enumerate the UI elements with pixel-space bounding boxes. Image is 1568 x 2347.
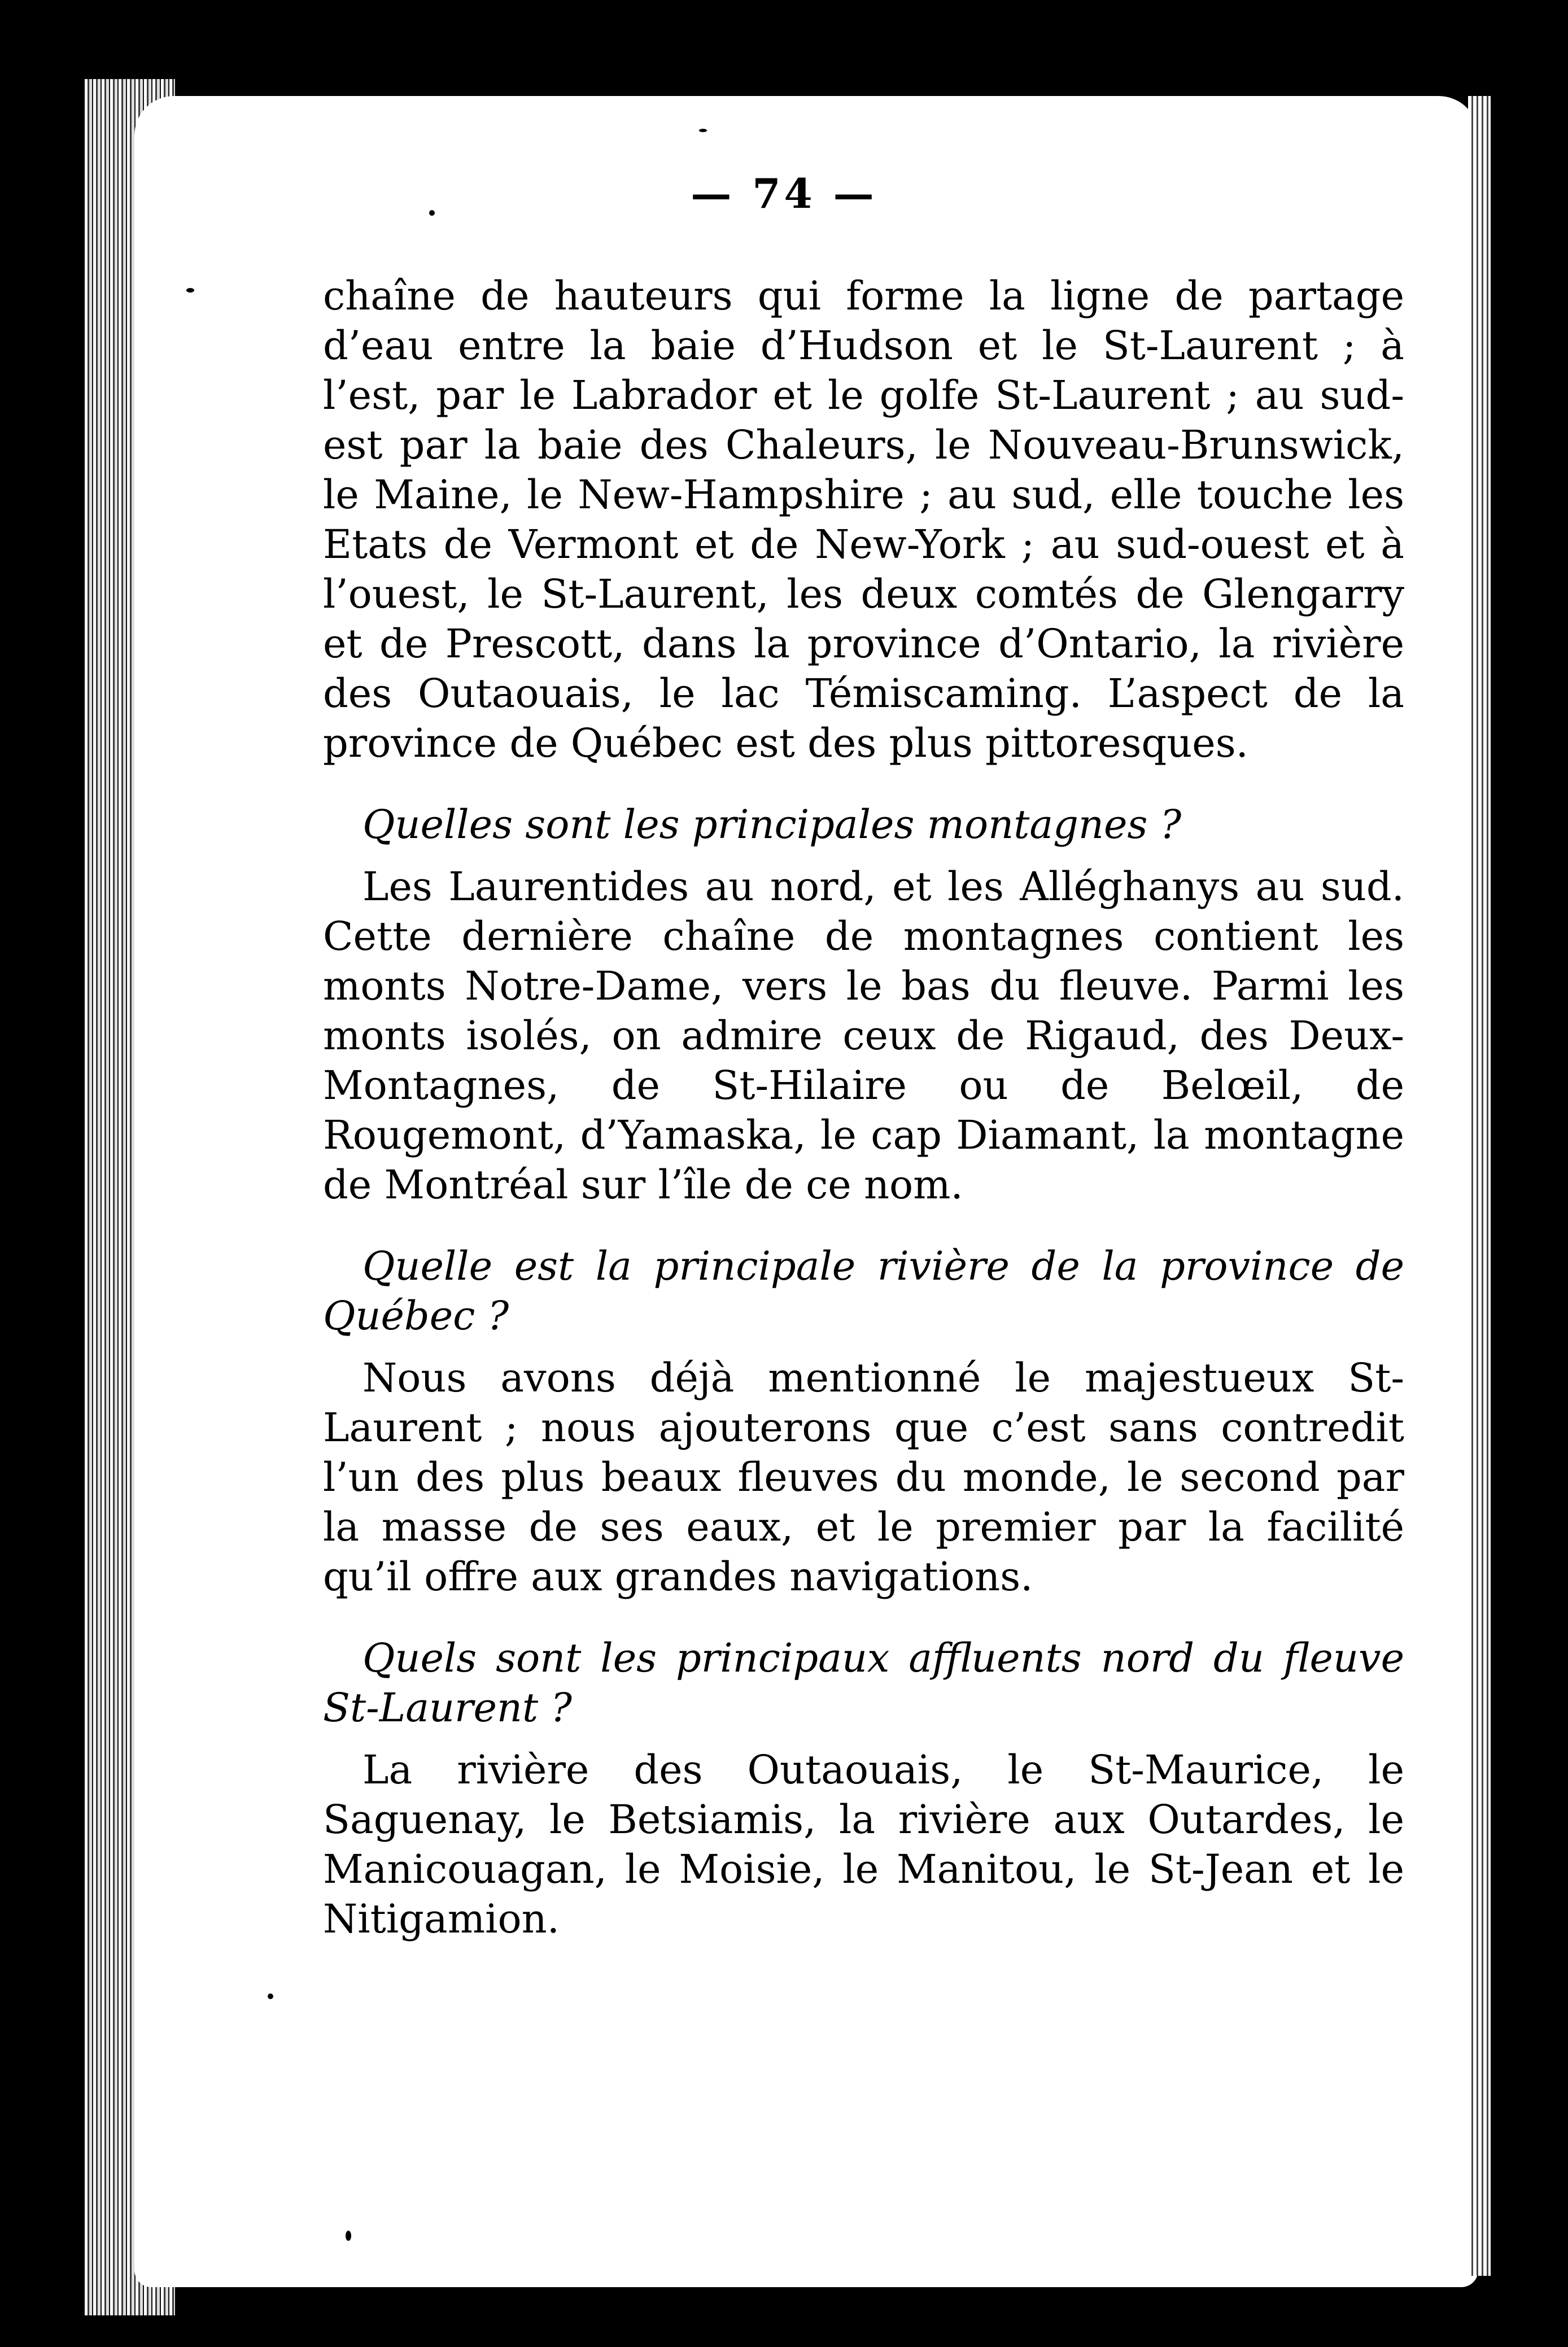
page-stack-edge-right [1468,96,1491,2276]
question-north-tributaries: Quels sont les principaux affluents nord du fleuve St-Laurent ? [323,1635,1404,1731]
paragraph-boundaries: chaîne de hauteurs qui forme la ligne de partage d’eau entre la baie d’Hudson et le St-Laurent ; à l’est, par le Labrador et le golfe St-Laurent ; au sud-est par la baie des Chaleurs, le Nouveau-Brunswick, le Maine, le New-Hampshire ; au sud, elle touche les Etats de Vermont et de New-York ; au sud-ouest et à l’ouest, le St-Laurent, les deux comtés de Glengarry et de Prescott, dans la province d’Ontario, la rivière des Outaouais, le lac Témiscaming. L’aspect de la province de Québec est des plus pittoresques. [323,273,1404,766]
scan-speck [346,2231,351,2241]
paragraph-mountains: Les Laurentides au nord, et les Alléghanys au sud. Cette dernière chaîne de montagnes contient les monts Notre-Dame, vers le bas du fleuve. Parmi les monts isolés, on admire ceux de Rigaud, des Deux-Montagnes, de St-Hilaire ou de Belœil, de Rougemont, d’Yamaska, le cap Diamant, la montagne de Montréal sur l’île de ce nom. [323,863,1404,1208]
scan-speck [268,1993,273,1999]
question-mountains: Quelles sont les principales montagnes ? [362,801,1182,848]
scan-speck [699,129,707,132]
question-main-river: Quelle est la principale rivière de la province de Québec ? [323,1243,1404,1339]
page-number: — 74 — [691,169,877,217]
paragraph-main-river: Nous avons déjà mentionné le majestueux St-Laurent ; nous ajouterons que c’est sans contredit l’un des plus beaux fleuves du monde, le second par la masse de ses eaux, et le premier par la facilité qu’il offre aux grandes navigations. [323,1355,1404,1600]
scan-speck [186,288,194,293]
paragraph-north-tributaries: La rivière des Outaouais, le St-Maurice, le Saguenay, le Betsiamis, la rivière aux Outardes, le Manicouagan, le Moisie, le Manitou, le St-Jean et le Nitigamion. [323,1747,1404,1942]
page-body [323,271,1404,1944]
